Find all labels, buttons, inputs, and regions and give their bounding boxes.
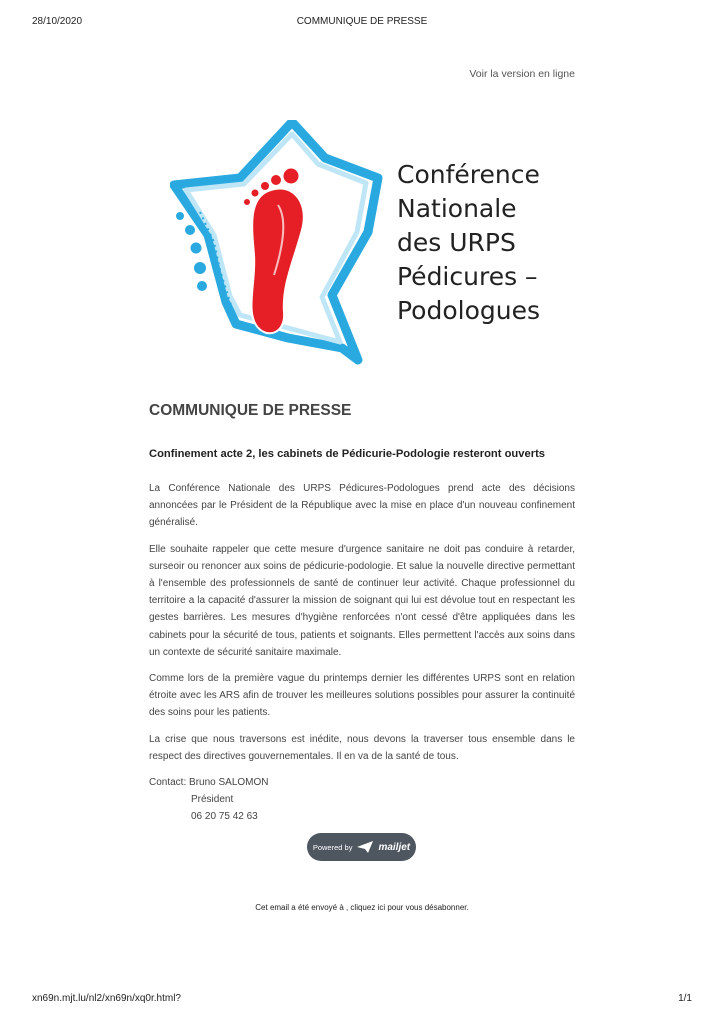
contact-block [149,774,575,826]
paragraph: Comme lors de la première vague du printemps dernier les différentes URPS sont en relation étroite avec les ARS afin de trouver les meilleures solutions possibles pour assurer la continuité des soins pour les patients. [149,673,575,719]
logo-line: Nationale [397,194,517,223]
print-header-title: COMMUNIQUE DE PRESSE [296,16,428,27]
print-header [32,16,692,30]
paragraph: La crise que nous traversons est inédite, nous devons la traverser tous ensemble dans le respect des directives gouvernementales. Il en va de la santé de tous. [149,733,575,762]
paragraph: Elle souhaite rappeler que cette mesure d'urgence sanitaire ne doit pas conduire à retarder, surseoir ou renoncer aux soins de pédicurie-podologie. Et salue la nouvelle directive permettant à l'ensemble des professionnels de santé de continuer leur activité. Chaque professionnel du territoire a la capacité d'assurer la mission de soignant qui lui est dévolue tout en respectant les gestes barrières. Les mesures d'hygiène renforcées n'ont cessé d'être appliquées dans les cabinets pour la sécurité de tous, patients et soignants. Elles permettent l'accès aux soins dans un contexte de sécurité sanitaire maximale. [149,543,575,658]
logo-line: des URPS [397,228,516,257]
release-subtitle: Confinement acte 2, les cabinets de Pédicurie-Podologie resteront ouverts [149,448,546,460]
print-url: xn69n.mjt.lu/nl2/xn69n/xq0r.html? [32,993,181,1004]
print-page-number: 1/1 [678,993,692,1004]
foot-icon [244,169,304,334]
section-title: COMMUNIQUE DE PRESSE [149,402,352,419]
logo-line: Pédicures – [397,262,538,291]
unsubscribe-text[interactable]: Cet email a été envoyé à , cliquez ici pour vous désabonner. [255,903,469,912]
badge-brand: mailjet [378,841,411,853]
mailjet-plane-icon [357,841,373,853]
badge-prefix: Powered by [312,842,353,852]
powered-by-mailjet-badge[interactable] [307,833,416,861]
logo-line: Conférence [397,160,540,189]
print-footer [32,993,692,1007]
contact-name: Contact: Bruno SALOMON [149,777,269,789]
paragraph: La Conférence Nationale des URPS Pédicures-Podologues prend acte des décisions annoncées par le Président de la République avec la mise en place d'un nouveau confinement généralisé. [149,483,575,529]
logo-line: Podologues [397,296,541,325]
contact-role: Président [191,794,234,806]
press-release-body [149,402,575,826]
contact-phone[interactable]: 06 20 75 42 63 [191,811,258,823]
view-online-link[interactable]: Voir la version en ligne [469,68,575,80]
logo-wordmark [397,158,587,328]
print-date: 28/10/2020 [32,16,83,27]
